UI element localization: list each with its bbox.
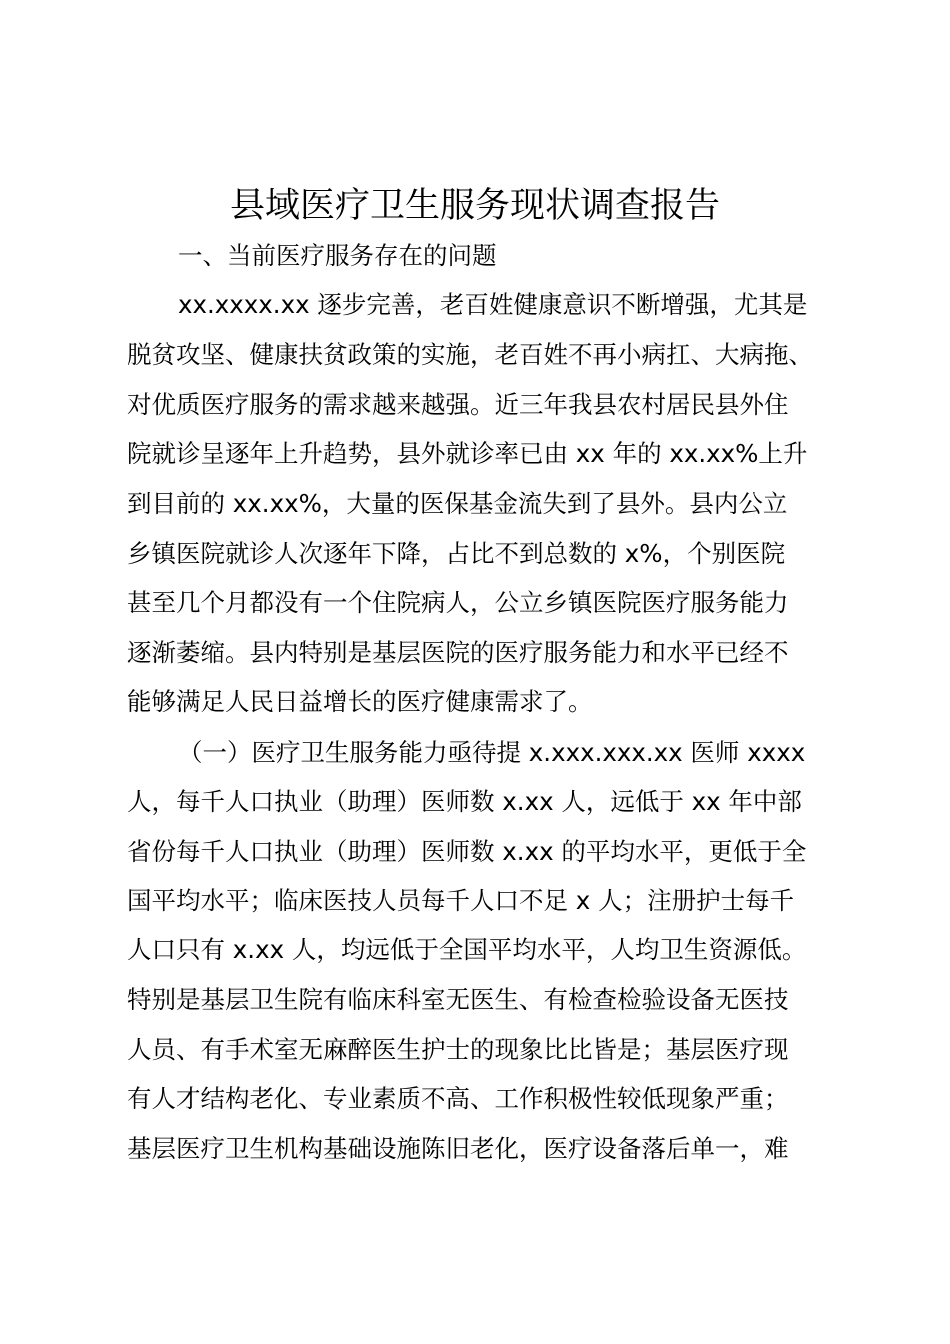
paragraph1-line-4: 院就诊呈逐年上升趋势，县外就诊率已由 xx 年的 xx.xx%上升 bbox=[127, 439, 808, 468]
paragraph1-line-2: 脱贫攻坚、健康扶贫政策的实施，老百姓不再小病扛、大病拖、 bbox=[127, 340, 813, 369]
document-title: 县域医疗卫生服务现状调查报告 bbox=[229, 186, 720, 226]
paragraph2-line-2: 人，每千人口执业（助理）医师数 x.xx 人，远低于 xx 年中部 bbox=[127, 787, 802, 816]
paragraph1-line-6: 乡镇医院就诊人次逐年下降，占比不到总数的 x%，个别医院 bbox=[127, 539, 786, 568]
paragraph1-line-7: 甚至几个月都没有一个住院病人，公立乡镇医院医疗服务能力 bbox=[127, 588, 789, 617]
section-heading: 一、当前医疗服务存在的问题 bbox=[178, 241, 497, 270]
paragraph2-line-4: 国平均水平；临床医技人员每千人口不足 x 人；注册护士每千 bbox=[127, 886, 795, 915]
paragraph2-line-5: 人口只有 x.xx 人，均远低于全国平均水平，人均卫生资源低。 bbox=[127, 935, 807, 964]
paragraph1-line-8: 逐渐萎缩。县内特别是基层医院的医疗服务能力和水平已经不 bbox=[127, 638, 789, 667]
paragraph2-line-3: 省份每千人口执业（助理）医师数 x.xx 的平均水平，更低于全 bbox=[127, 837, 807, 866]
paragraph1-line-3: 对优质医疗服务的需求越来越强。近三年我县农村居民县外住 bbox=[127, 390, 789, 419]
paragraph2-line-9: 基层医疗卫生机构基础设施陈旧老化，医疗设备落后单一，难 bbox=[127, 1134, 789, 1163]
paragraph1-line-5: 到目前的 xx.xx%，大量的医保基金流失到了县外。县内公立 bbox=[127, 489, 788, 518]
paragraph2-line-8: 有人才结构老化、专业素质不高、工作积极性较低现象严重； bbox=[127, 1084, 789, 1113]
paragraph2-line-1: （一）医疗卫生服务能力亟待提 x.xxx.xxx.xx 医师 xxxx bbox=[178, 738, 806, 767]
paragraph2-line-7: 人员、有手术室无麻醉医生护士的现象比比皆是；基层医疗现 bbox=[127, 1035, 789, 1064]
paragraph1-line-1: xx.xxxx.xx 逐步完善，老百姓健康意识不断增强，尤其是 bbox=[178, 290, 808, 319]
paragraph2-line-6: 特别是基层卫生院有临床科室无医生、有检查检验设备无医技 bbox=[127, 985, 789, 1014]
paragraph1-line-9: 能够满足人民日益增长的医疗健康需求了。 bbox=[127, 687, 593, 716]
